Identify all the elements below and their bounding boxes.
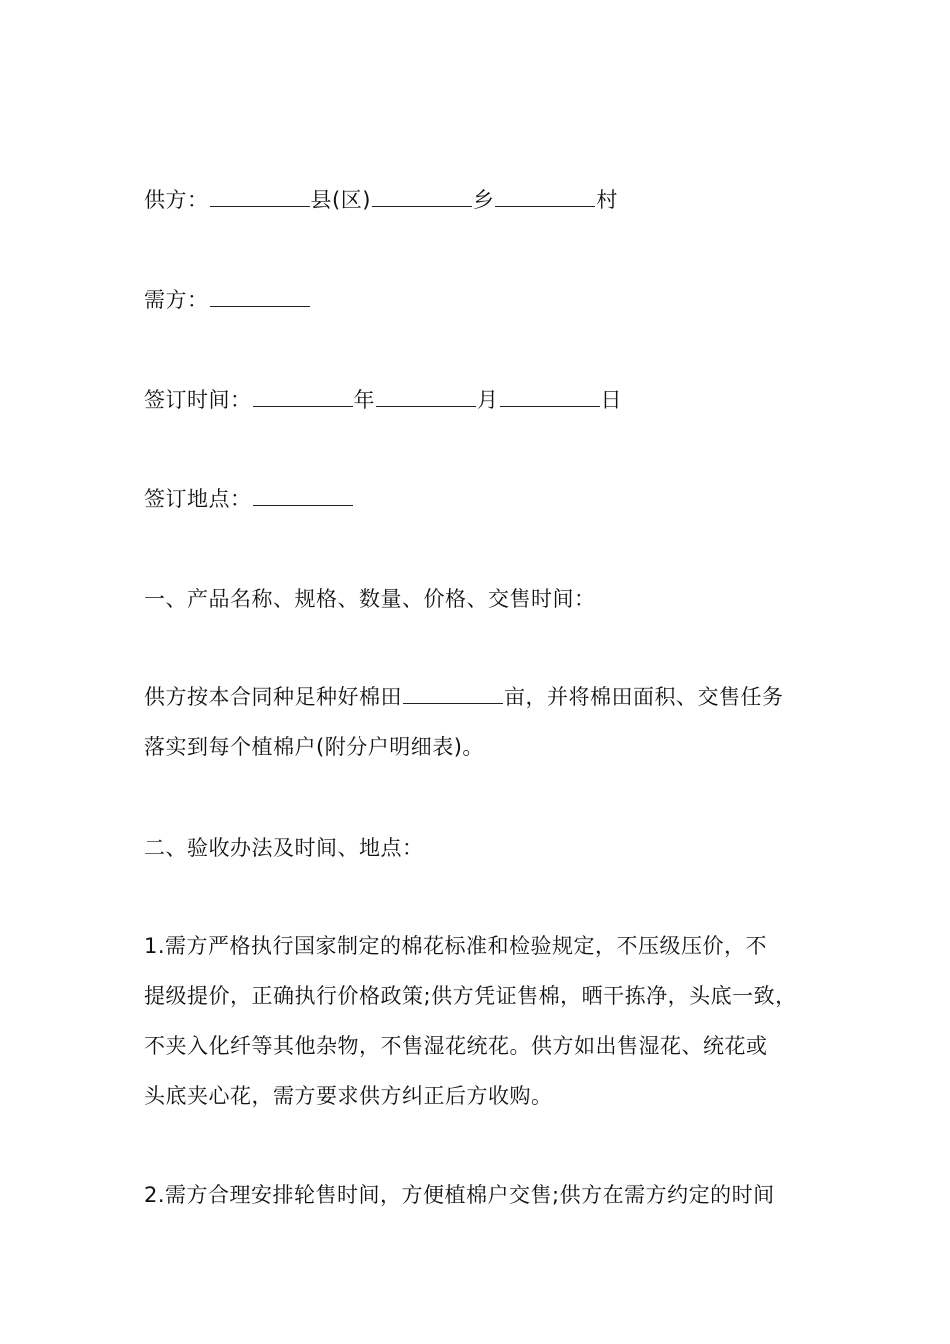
section1-paragraph-line2: 落实到每个植棉户(附分户明细表)。	[144, 735, 484, 759]
section1-paragraph	[144, 672, 824, 772]
section2-item1-line2: 提级提价，正确执行价格政策;供方凭证售棉，晒干拣净，头底一致，	[144, 984, 797, 1008]
month-blank[interactable]	[376, 386, 476, 407]
sign-time-label: 签订时间：	[144, 388, 252, 412]
sign-place-line	[144, 484, 354, 514]
day-suffix: 日	[600, 388, 622, 412]
buyer-line	[144, 285, 311, 315]
section1-para-before-blank: 供方按本合同种足种好棉田	[144, 685, 402, 709]
supplier-line	[144, 185, 618, 215]
section2-item1-line3: 不夹入化纤等其他杂物，不售湿花统花。供方如出售湿花、统花或	[144, 1034, 768, 1058]
section2-item2	[144, 1170, 824, 1220]
section2-item2-line1: 2.需方合理安排轮售时间，方便植棉户交售;供方在需方约定的时间	[144, 1183, 775, 1207]
section2-item1-line4: 头底夹心花，需方要求供方纠正后方收购。	[144, 1084, 553, 1108]
sign-place-label: 签订地点：	[144, 487, 252, 511]
section1-para-after-blank: 亩，并将棉田面积、交售任务	[504, 685, 784, 709]
buyer-label: 需方：	[144, 288, 209, 312]
township-blank[interactable]	[372, 186, 472, 207]
sign-time-line	[144, 385, 622, 415]
year-suffix: 年	[353, 388, 375, 412]
county-suffix: 县(区)	[310, 188, 371, 212]
village-suffix: 村	[596, 188, 618, 212]
sign-place-blank[interactable]	[253, 485, 353, 506]
section2-heading: 二、验收办法及时间、地点：	[144, 836, 424, 860]
section1-paragraph-line1	[144, 672, 824, 722]
section2-item1-line1: 1.需方严格执行国家制定的棉花标准和检验规定，不压级压价，不	[144, 934, 768, 958]
county-blank[interactable]	[210, 186, 310, 207]
buyer-blank[interactable]	[210, 286, 310, 307]
section1-heading: 一、产品名称、规格、数量、价格、交售时间：	[144, 587, 596, 611]
month-suffix: 月	[477, 388, 499, 412]
village-blank[interactable]	[495, 186, 595, 207]
supplier-label: 供方：	[144, 188, 209, 212]
year-blank[interactable]	[253, 386, 353, 407]
township-suffix: 乡	[472, 188, 495, 212]
section2-item1	[144, 921, 824, 1121]
acreage-blank[interactable]	[403, 683, 503, 704]
day-blank[interactable]	[500, 386, 600, 407]
